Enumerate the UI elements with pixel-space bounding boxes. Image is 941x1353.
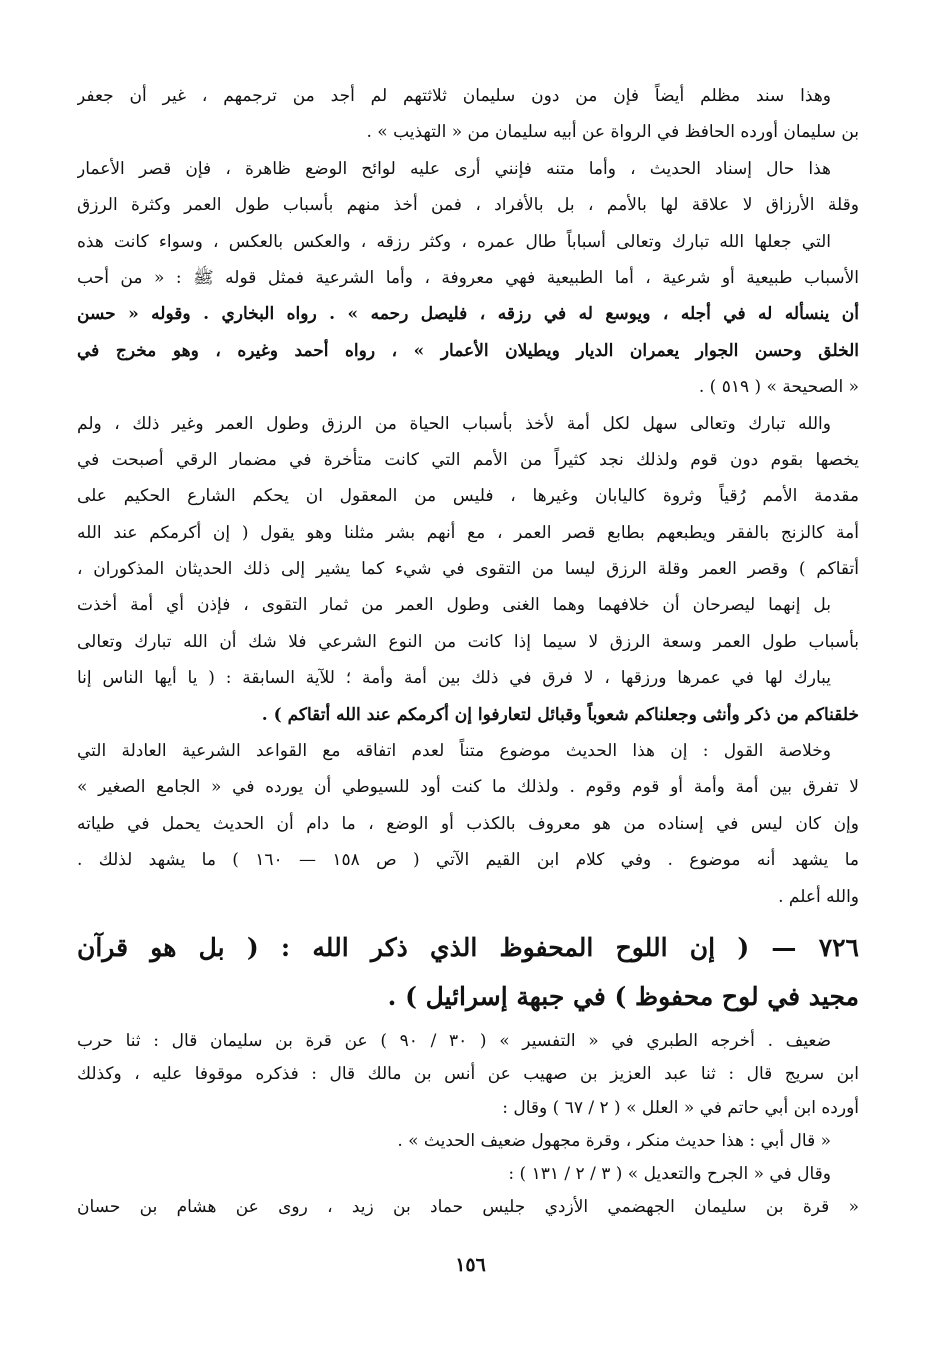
text-line: بأسباب طول العمر وسعة الرزق لا سيما إذا كانت من النوع الشرعي فلا شك أن الله تبارك وتعالى <box>77 631 859 652</box>
text-line: « الصحيحة » ( ٥١٩ ) . <box>698 377 859 398</box>
text-line: ضعيف . أخرجه الطبري في « التفسير » ( ٣٠ / ٩٠ ) عن قرة بن سليمان قال : ثنا حرب <box>77 1030 832 1051</box>
text-line: أمة كالزنج بالفقر ويطبعهم بطابع قصر العمر ، مع أنهم بشر مثلنا وهو يقول ( إن أكرمكم عند الله <box>77 522 859 543</box>
text-line: وهذا سند مظلم أيضاً فإن من دون سليمان ثلاثتهم لم أجد من ترجمهم ، غير أن جعفر <box>77 86 831 106</box>
text-line: خلقناكم من ذكر وأنثى وجعلناكم شعوباً وقبائل لتعارفوا إن أكرمكم عند الله أتقاكم ) . <box>261 704 859 725</box>
text-line: لا تفرق بين أمة وأمة أو قوم وقوم . ولذلك ما كنت أود للسيوطي أن يورده في « الجامع الصغير » <box>77 777 859 798</box>
text-line: وإن كان ليس في إسناده من هو معروف بالكذب أو الوضع ، ما دام أن الحديث يحمل في طياته <box>77 813 859 834</box>
document-page <box>77 78 859 1225</box>
text-line: وقلة الأرزاق لا علاقة لها بالأمم ، بل بالأفراد ، فمن أخذ منهم بأسباب طول العمر وكثرة الرزق <box>77 195 859 216</box>
quote-line: « قال أبي : هذا حديث منكر ، وقرة مجهول ضعيف الحديث » . <box>397 1130 831 1151</box>
text-line: بل إنهما ليصرحان أن خلافهما وهما الغنى وطول العمر من ثمار التقوى ، فإذن أي أمة أخذت <box>77 595 831 616</box>
text-line: أورده ابن أبي حاتم في « العلل » ( ٢ / ٦٧ ) وقال : <box>502 1097 859 1118</box>
paragraph-isnad-note <box>77 78 859 151</box>
text-line: يبارك لها في عمرها ورزقها ، لا فرق في ذلك بين أمة وأمة ؛ للآية السابقة : ( يا أيها الناس إنا <box>77 668 831 689</box>
text-line: الخلق وحسن الجوار يعمران الديار ويطيلان الأعمار » ، رواه أحمد وغيره ، وهو مخرج في <box>77 340 859 361</box>
text-line: التي جعلها الله تبارك وتعالى أسباباً طال عمره ، وكثر رزقه ، والعكس بالعكس ، وسواء كانت هذه <box>77 231 831 252</box>
text-line: أتقاكم ) وقصر العمر وقلة الرزق ليسا من التقوى في شيء كما يشير إلى ذلك الحديثان المذكوران ، <box>77 559 859 580</box>
heading-line: مجيد في لوح محفوظ ) في جبهة إسرائيل ) . <box>387 981 859 1011</box>
text-line: والله أعلم . <box>778 886 859 907</box>
paragraph-takhrij <box>77 1025 859 1225</box>
text-line: والله تبارك وتعالى سهل لكل أمة لأخذ بأسباب الحياة من الرزق وطول العمر وغير ذلك ، ولم <box>77 413 831 434</box>
text-line: أن ينسأله له في أجله ، ويوسع له في رزقه ، فليصل رحمه » . رواه البخاري . وقوله « حسن <box>77 304 859 325</box>
text-line: الأسباب طبيعية أو شرعية ، أما الطبيعية فهي معروفة ، وأما الشرعية فمثل قوله ﷺ : « من أحب <box>77 267 859 288</box>
text-line: مقدمة الأمم رُقياً وثروة كاليابان وغيرها ، فليس من المعقول ان يحكم الشارع الحكيم على <box>77 486 859 507</box>
page-number: ١٥٦ <box>455 1254 486 1276</box>
paragraph-nations-discussion <box>77 406 859 734</box>
hadith-heading-726 <box>77 923 859 1021</box>
paragraph-conclusion <box>77 733 859 915</box>
quote-line: « قرة بن سليمان الجهضمي الأزدي جليس حماد بن زيد ، روى عن هشام بن حسان <box>77 1197 859 1218</box>
heading-line: ٧٢٦ — ( إن اللوح المحفوظ الذي ذكر الله : ( بل هو قرآن <box>77 932 859 962</box>
text-line: ابن سريج قال : ثنا عبد العزيز بن صهيب عن أنس بن مالك قال : فذكره موقوفا عليه ، وكذلك <box>77 1064 859 1085</box>
text-line: وخلاصة القول : إن هذا الحديث موضوع متناً لعدم اتفاقه مع القواعد الشرعية العادلة التي <box>77 741 832 762</box>
text-line: يخصها بقوم دون قوم ولذلك نجد كثيراً من الأمم التي كانت متأخرة في مضمار الرقي أصبحت في <box>77 449 859 470</box>
text-line: هذا حال إسناد الحديث ، وأما متنه فإنني أرى عليه لوائح الوضع ظاهرة ، فإن قصر الأعمار <box>77 158 831 179</box>
paragraph-matn-discussion <box>77 151 859 406</box>
text-line: ما يشهد أنه موضوع . وفي كلام ابن القيم الآتي ( ص ١٥٨ — ١٦٠ ) ما يشهد لذلك . <box>77 850 859 871</box>
text-line: وقال في « الجرح والتعديل » ( ٣ / ٢ / ١٣١ ) : <box>508 1164 831 1185</box>
text-line: بن سليمان أورده الحافظ في الرواة عن أبيه سليمان من « التهذيب » . <box>366 122 859 143</box>
